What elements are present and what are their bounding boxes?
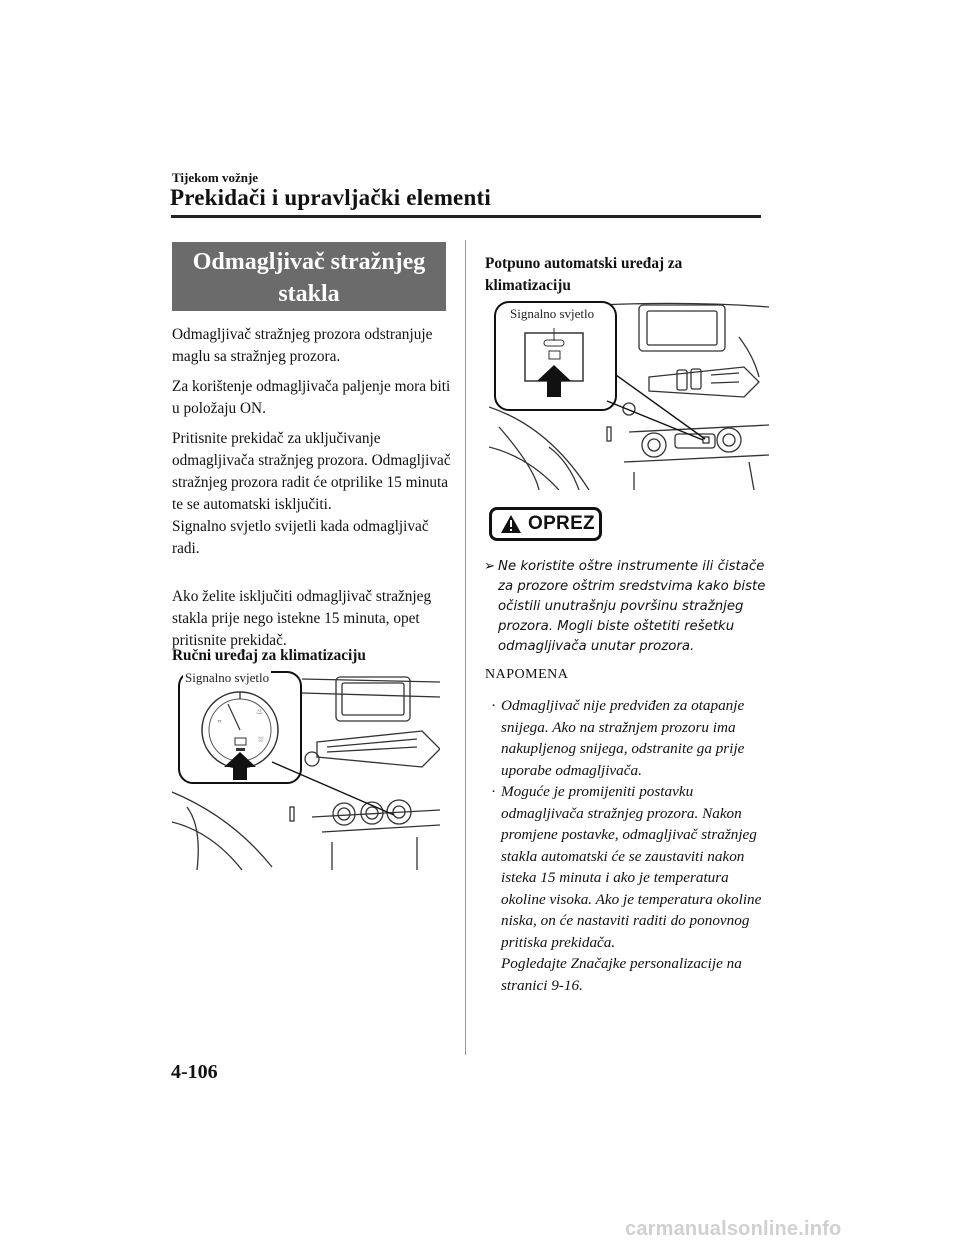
- caution-text: Ne koristite oštre instrumente ili čistače za prozore oštrim sredstvima kako biste očistili unutrašnju površinu stražnjeg prozora. Mogli biste oštetiti rešetku odmagljivača unutar prozora.: [498, 559, 766, 654]
- auto-ac-figure: [489, 297, 769, 490]
- caution-item: [484, 557, 769, 657]
- paragraph-intro: Odmagljivač stražnjeg prozora odstranjuje maglu sa stražnjeg prozora.: [172, 326, 433, 365]
- bullet-icon: ·: [491, 783, 497, 800]
- auto-ac-heading-line1: Potpuno automatski uređaj za: [485, 255, 683, 272]
- manual-ac-figure: [172, 667, 440, 870]
- signal-light-label-right: Signalno svjetlo: [510, 306, 595, 321]
- paragraph-operation: [172, 428, 457, 560]
- section-label: Tijekom vožnje: [172, 170, 259, 185]
- note-item-text: Moguće je promijeniti postavku odmagljivača stražnjeg prozora. Nakon promjene postavke, odmagljivač stražnjeg stakla automatski će se zaustaviti nakon isteka 15 minuta i ako je temperatura okoline visoka. Ako je temperatura okoline niska, on će nastaviti raditi do ponovnog pritiska prekidača.: [501, 783, 762, 951]
- indicator-text: Signalno svjetlo svijetli kada odmagljivač radi.: [172, 518, 429, 557]
- column-divider: [465, 240, 466, 1055]
- note-item: [493, 781, 768, 996]
- watermark: carmanualsonline.info: [625, 1218, 842, 1240]
- auto-ac-heading-line2: klimatizaciju: [485, 277, 571, 294]
- caution-badge: [489, 507, 602, 541]
- page-number: 4-106: [171, 1061, 218, 1083]
- caution-arrow-icon: ➢: [484, 559, 496, 574]
- note-list: [493, 695, 768, 996]
- auto-ac-illustration: [489, 297, 769, 490]
- manual-ac-illustration: [172, 667, 440, 870]
- caution-label: OPREZ: [528, 513, 595, 534]
- svg-text:♨: ♨: [256, 707, 264, 716]
- note-reference: Pogledajte Značajke personalizacije na stranici 9-16.: [501, 955, 742, 994]
- paragraph-switch-off: Ako želite isključiti odmagljivač stražnjeg stakla prije nego istekne 15 minuta, opet pritisnite prekidač.: [172, 588, 432, 649]
- warning-icon: [500, 514, 522, 534]
- svg-text:ⁿ: ⁿ: [218, 718, 222, 727]
- note-title: NAPOMENA: [485, 667, 569, 682]
- paragraph-ignition: Za korištenje odmagljivača paljenje mora biti u položaju ON.: [172, 378, 451, 417]
- header-rule: [171, 215, 761, 218]
- note-item-text: Odmagljivač nije predviđen za otapanje snijega. Ako na stražnjem prozoru ima nakupljenog snijega, odstranite ga prije uporabe odmagljivača.: [501, 697, 745, 779]
- svg-text:⛆: ⛆: [258, 736, 264, 744]
- bullet-icon: ·: [491, 697, 497, 714]
- note-item: [493, 695, 768, 781]
- section-title-line1: Odmagljivač stražnjeg: [192, 249, 426, 275]
- chapter-title: Prekidači i upravljački elementi: [170, 185, 491, 210]
- manual-ac-heading: Ručni uređaj za klimatizaciju: [172, 647, 366, 664]
- operation-text: Pritisnite prekidač za uključivanje odmagljivača stražnjeg prozora. Odmagljivač stražnjeg prozora radit će otprilike 15 minuta te se automatski isključiti.: [172, 430, 451, 513]
- section-title-line2: stakla: [278, 281, 340, 307]
- section-title-box: [172, 242, 446, 311]
- signal-light-label-left: Signalno svjetlo: [185, 670, 270, 685]
